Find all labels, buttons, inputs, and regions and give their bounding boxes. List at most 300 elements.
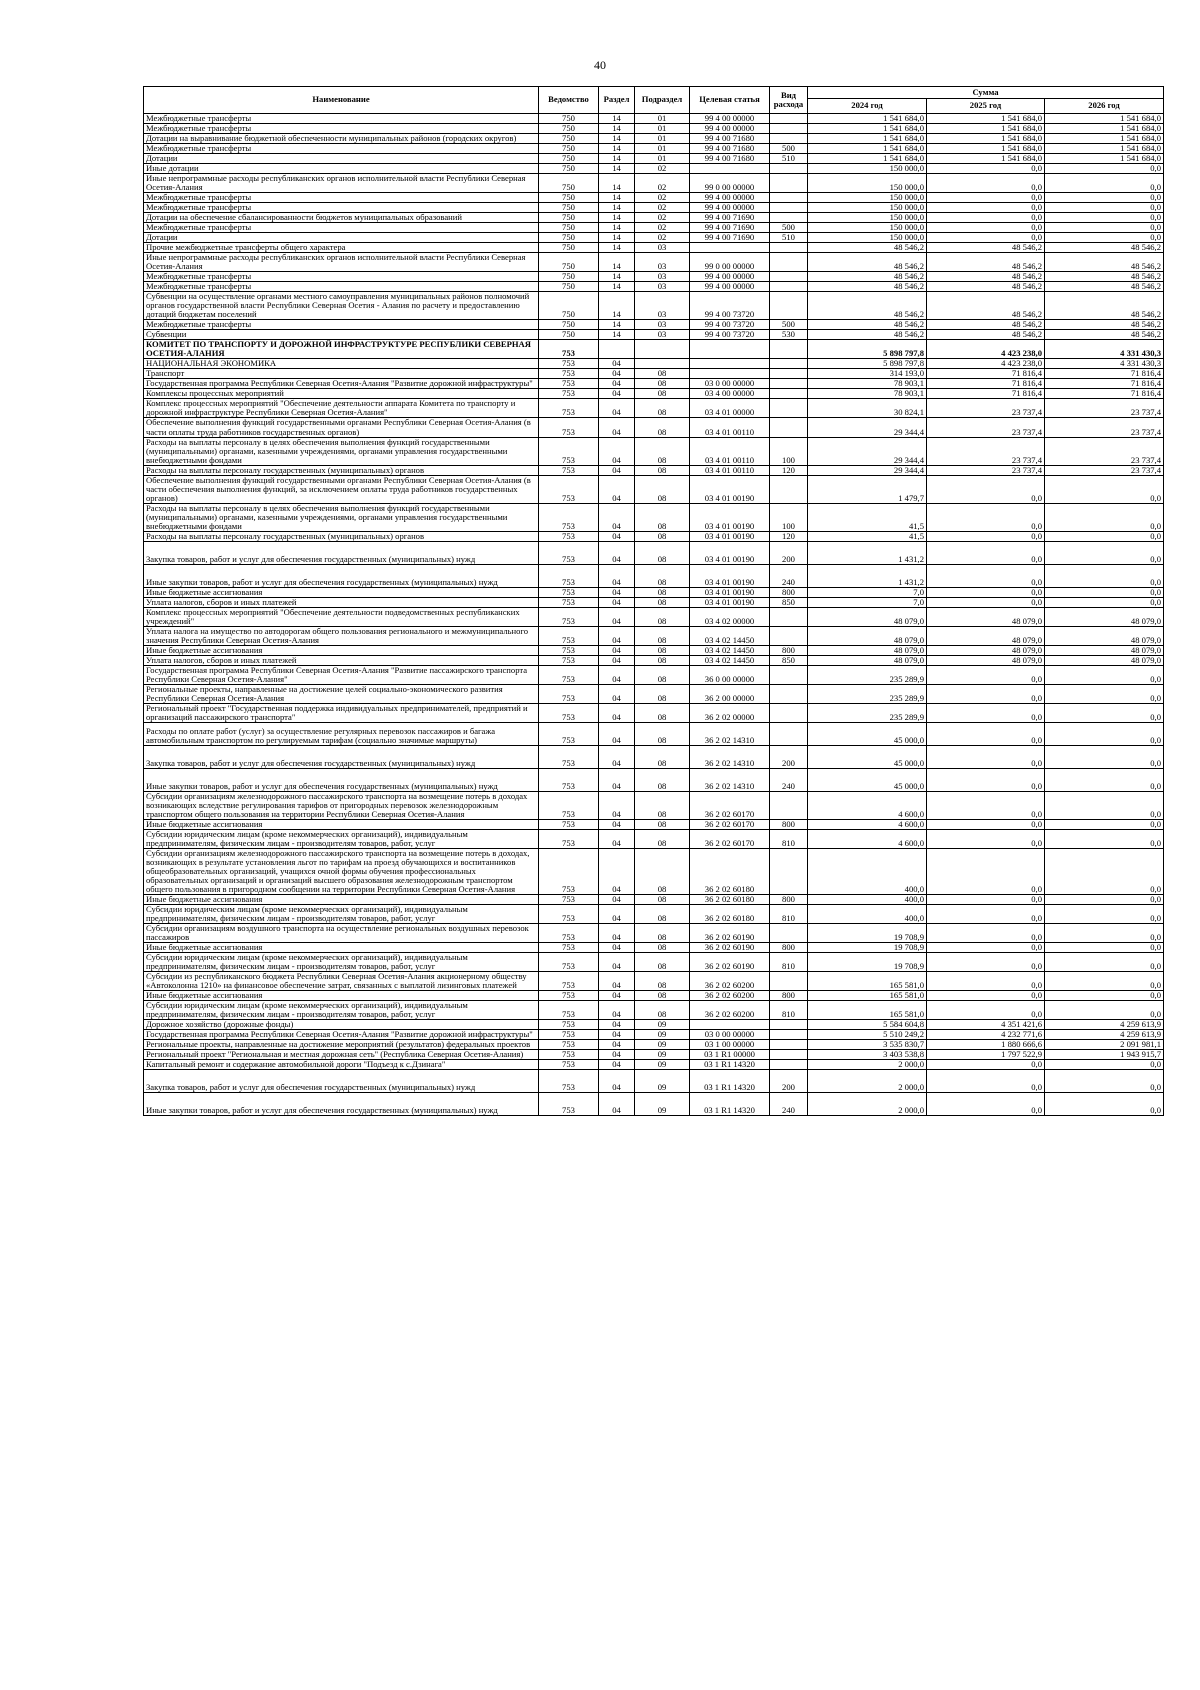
cell-exp-type: 510: [770, 154, 808, 164]
cell-dept: 753: [539, 359, 599, 369]
table-row: [144, 1001, 1164, 1020]
cell-exp-type: 800: [770, 943, 808, 953]
cell-section: 04: [599, 503, 635, 531]
cell-target: [690, 340, 770, 359]
table-row: [144, 1050, 1164, 1060]
cell-section: 04: [599, 791, 635, 819]
cell-target: 03 4 01 00190: [690, 475, 770, 503]
cell-target: 03 4 01 00110: [690, 437, 770, 465]
cell-name: Иные закупки товаров, работ и услуг для обеспечения государственных (муниципальных) нужд: [144, 564, 539, 587]
table-row: [144, 768, 1164, 791]
cell-2025: 0,0: [927, 829, 1045, 848]
cell-target: 03 1 R1 14320: [690, 1060, 770, 1070]
cell-dept: 753: [539, 972, 599, 991]
cell-target: 03 0 00 00000: [690, 1030, 770, 1040]
cell-subsection: 02: [635, 203, 690, 213]
cell-name: Субсидии организациям железнодорожного пассажирского транспорта на возмещение потерь в доходах, возникающих в результате установления льгот по тарифам на проезд обучающихся и воспитанников общеобразовательных организаций, учащихся очной формы обучения профессиональных образовательных организаций и организаций высшего образования железнодорожным транспортом общего пользования в пригородном сообщении на территории Республики Северная Осетия-Алания: [144, 849, 539, 895]
cell-target: 03 4 01 00190: [690, 587, 770, 597]
cell-2024: 48 546,2: [808, 292, 927, 320]
cell-target: 03 4 01 00190: [690, 564, 770, 587]
table-row: [144, 626, 1164, 645]
table-row: [144, 124, 1164, 134]
cell-dept: 753: [539, 722, 599, 745]
cell-2024: 400,0: [808, 905, 927, 924]
table-row: [144, 203, 1164, 213]
cell-name: Иные бюджетные ассигнования: [144, 819, 539, 829]
cell-section: 04: [599, 1070, 635, 1093]
table-row: [144, 253, 1164, 272]
header-sum: Сумма: [808, 87, 1164, 99]
cell-2026: 1 541 684,0: [1045, 114, 1164, 124]
cell-target: 36 0 00 00000: [690, 665, 770, 684]
cell-name: Субсидии организациям воздушного транспорта на осуществление региональных воздушных перевозок пассажиров: [144, 924, 539, 943]
cell-2025: 48 546,2: [927, 253, 1045, 272]
cell-2026: 0,0: [1045, 475, 1164, 503]
cell-section: 04: [599, 418, 635, 437]
table-row: [144, 791, 1164, 819]
cell-subsection: [635, 359, 690, 369]
cell-section: 04: [599, 1001, 635, 1020]
cell-dept: 750: [539, 193, 599, 203]
cell-subsection: 03: [635, 330, 690, 340]
table-row: [144, 819, 1164, 829]
cell-2026: 48 546,2: [1045, 272, 1164, 282]
table-row: [144, 389, 1164, 399]
cell-2024: 48 546,2: [808, 330, 927, 340]
cell-subsection: 08: [635, 399, 690, 418]
cell-dept: 753: [539, 768, 599, 791]
cell-subsection: 03: [635, 272, 690, 282]
cell-subsection: 09: [635, 1030, 690, 1040]
table-row: [144, 144, 1164, 154]
cell-section: 04: [599, 1020, 635, 1030]
cell-name: Иные бюджетные ассигнования: [144, 895, 539, 905]
cell-exp-type: 200: [770, 745, 808, 768]
cell-section: 14: [599, 193, 635, 203]
cell-section: 14: [599, 174, 635, 193]
cell-name: Межбюджетные трансферты: [144, 272, 539, 282]
cell-section: [599, 340, 635, 359]
cell-subsection: 09: [635, 1050, 690, 1060]
cell-target: 03 4 01 00190: [690, 541, 770, 564]
cell-subsection: 03: [635, 292, 690, 320]
cell-exp-type: [770, 213, 808, 223]
cell-dept: 753: [539, 437, 599, 465]
cell-dept: 750: [539, 253, 599, 272]
cell-2025: 0,0: [927, 953, 1045, 972]
cell-2025: 48 546,2: [927, 282, 1045, 292]
cell-section: 04: [599, 768, 635, 791]
cell-name: Транспорт: [144, 369, 539, 379]
cell-name: Региональные проекты, направленные на достижение мероприятий (результатов) федеральных проектов: [144, 1040, 539, 1050]
cell-2024: 19 708,9: [808, 943, 927, 953]
cell-2024: 1 431,2: [808, 564, 927, 587]
cell-section: 04: [599, 703, 635, 722]
cell-2026: 23 737,4: [1045, 437, 1164, 465]
cell-target: 99 4 00 71680: [690, 134, 770, 144]
cell-section: 04: [599, 475, 635, 503]
cell-2026: 71 816,4: [1045, 379, 1164, 389]
cell-target: 03 4 02 14450: [690, 655, 770, 665]
cell-2026: 0,0: [1045, 924, 1164, 943]
cell-target: 99 4 00 73720: [690, 320, 770, 330]
table-row: [144, 134, 1164, 144]
cell-target: 99 4 00 71690: [690, 213, 770, 223]
cell-2026: 0,0: [1045, 503, 1164, 531]
cell-section: 04: [599, 437, 635, 465]
cell-name: Иные непрограммные расходы республиканских органов исполнительной власти Республики Северная Осетия-Алания: [144, 253, 539, 272]
cell-dept: 753: [539, 531, 599, 541]
cell-name: Межбюджетные трансферты: [144, 320, 539, 330]
cell-section: 04: [599, 745, 635, 768]
table-row: [144, 924, 1164, 943]
cell-target: 99 4 00 00000: [690, 203, 770, 213]
cell-2025: 0,0: [927, 895, 1045, 905]
cell-2026: 0,0: [1045, 1093, 1164, 1116]
cell-section: 04: [599, 1093, 635, 1116]
cell-2024: 41,5: [808, 503, 927, 531]
cell-section: 14: [599, 233, 635, 243]
cell-subsection: 03: [635, 253, 690, 272]
cell-target: 03 0 00 00000: [690, 379, 770, 389]
cell-2024: 7,0: [808, 587, 927, 597]
cell-name: Дотации: [144, 233, 539, 243]
cell-2025: 1 541 684,0: [927, 154, 1045, 164]
cell-2025: 23 737,4: [927, 437, 1045, 465]
cell-exp-type: [770, 203, 808, 213]
cell-subsection: 01: [635, 114, 690, 124]
table-row: [144, 1060, 1164, 1070]
cell-section: 14: [599, 320, 635, 330]
cell-2026: 23 737,4: [1045, 399, 1164, 418]
cell-2025: 0,0: [927, 1060, 1045, 1070]
table-row: [144, 213, 1164, 223]
cell-2024: 150 000,0: [808, 164, 927, 174]
cell-2026: 1 541 684,0: [1045, 124, 1164, 134]
cell-section: 14: [599, 243, 635, 253]
cell-section: 04: [599, 1060, 635, 1070]
cell-section: 04: [599, 722, 635, 745]
cell-section: 04: [599, 895, 635, 905]
cell-section: 14: [599, 272, 635, 282]
cell-section: 04: [599, 607, 635, 626]
cell-target: 36 2 02 14310: [690, 745, 770, 768]
cell-subsection: 03: [635, 320, 690, 330]
cell-dept: 753: [539, 745, 599, 768]
cell-subsection: 09: [635, 1093, 690, 1116]
cell-2024: 48 546,2: [808, 243, 927, 253]
cell-2026: 48 546,2: [1045, 330, 1164, 340]
cell-subsection: 08: [635, 587, 690, 597]
cell-2026: 0,0: [1045, 943, 1164, 953]
cell-exp-type: 240: [770, 1093, 808, 1116]
cell-section: 04: [599, 369, 635, 379]
cell-target: 03 4 01 00190: [690, 503, 770, 531]
cell-section: 04: [599, 819, 635, 829]
cell-target: 99 4 00 00000: [690, 124, 770, 134]
cell-section: 04: [599, 626, 635, 645]
cell-name: Субсидии юридическим лицам (кроме некоммерческих организаций), индивидуальным предпринимателям, физическим лицам - производителям товаров, работ, услуг: [144, 1001, 539, 1020]
cell-subsection: 08: [635, 791, 690, 819]
cell-exp-type: 800: [770, 991, 808, 1001]
cell-subsection: 08: [635, 379, 690, 389]
cell-subsection: 02: [635, 193, 690, 203]
cell-2025: 0,0: [927, 475, 1045, 503]
table-row: [144, 531, 1164, 541]
cell-2026: 0,0: [1045, 791, 1164, 819]
cell-name: Региональный проект "Региональная и местная дорожная сеть" (Республика Северная Осетия-Алания): [144, 1050, 539, 1060]
table-row: [144, 953, 1164, 972]
cell-2024: 1 541 684,0: [808, 154, 927, 164]
cell-target: 36 2 02 60200: [690, 972, 770, 991]
cell-target: 99 0 00 00000: [690, 253, 770, 272]
cell-2026: 48 546,2: [1045, 253, 1164, 272]
cell-subsection: 03: [635, 282, 690, 292]
table-row: [144, 655, 1164, 665]
cell-dept: 750: [539, 144, 599, 154]
cell-name: Субсидии юридическим лицам (кроме некоммерческих организаций), индивидуальным предпринимателям, физическим лицам - производителям товаров, работ, услуг: [144, 953, 539, 972]
cell-2025: 0,0: [927, 564, 1045, 587]
header-section: Раздел: [599, 87, 635, 114]
cell-name: Иные бюджетные ассигнования: [144, 991, 539, 1001]
cell-2024: 4 600,0: [808, 819, 927, 829]
cell-dept: 750: [539, 203, 599, 213]
cell-2024: 150 000,0: [808, 223, 927, 233]
table-row: [144, 330, 1164, 340]
cell-2025: 0,0: [927, 991, 1045, 1001]
cell-2026: 0,0: [1045, 1070, 1164, 1093]
cell-dept: 753: [539, 703, 599, 722]
cell-name: Прочие межбюджетные трансферты общего характера: [144, 243, 539, 253]
table-row: [144, 607, 1164, 626]
table-row: [144, 991, 1164, 1001]
cell-dept: 753: [539, 340, 599, 359]
cell-exp-type: [770, 369, 808, 379]
cell-2025: 0,0: [927, 597, 1045, 607]
cell-2024: 48 079,0: [808, 645, 927, 655]
cell-subsection: 08: [635, 849, 690, 895]
cell-target: 99 4 00 00000: [690, 193, 770, 203]
cell-dept: 753: [539, 399, 599, 418]
budget-table: [143, 86, 1164, 1116]
header-name: Наименование: [144, 87, 539, 114]
cell-name: Дорожное хозяйство (дорожные фонды): [144, 1020, 539, 1030]
table-row: [144, 243, 1164, 253]
cell-2025: 0,0: [927, 905, 1045, 924]
cell-section: 04: [599, 924, 635, 943]
cell-dept: 753: [539, 369, 599, 379]
cell-name: Расходы на выплаты персоналу в целях обеспечения выполнения функций государственными (муниципальными) органами, казенными учреждениями, органами управления государственными внебюджетными фондами: [144, 437, 539, 465]
cell-2026: 0,0: [1045, 703, 1164, 722]
cell-target: 03 4 01 00190: [690, 597, 770, 607]
cell-dept: 750: [539, 213, 599, 223]
cell-target: 03 4 01 00190: [690, 531, 770, 541]
cell-2026: 0,0: [1045, 972, 1164, 991]
cell-2026: 0,0: [1045, 203, 1164, 213]
table-row: [144, 320, 1164, 330]
cell-name: Субсидии из республиканского бюджета Республики Северная Осетия-Алания акционерному обществу «Автоколонна 1210» на финансовое обеспечение затрат, связанных с выплатой лизинговых платежей: [144, 972, 539, 991]
table-row: [144, 541, 1164, 564]
cell-2024: 45 000,0: [808, 768, 927, 791]
cell-2025: 0,0: [927, 819, 1045, 829]
cell-dept: 750: [539, 292, 599, 320]
cell-name: Иные закупки товаров, работ и услуг для обеспечения государственных (муниципальных) нужд: [144, 1093, 539, 1116]
cell-target: 99 4 00 73720: [690, 292, 770, 320]
cell-exp-type: 200: [770, 541, 808, 564]
cell-dept: 753: [539, 895, 599, 905]
cell-2026: 48 079,0: [1045, 626, 1164, 645]
cell-target: 99 4 00 71680: [690, 154, 770, 164]
cell-dept: 753: [539, 991, 599, 1001]
cell-exp-type: 500: [770, 320, 808, 330]
table-row: [144, 233, 1164, 243]
cell-dept: 753: [539, 607, 599, 626]
cell-2025: 0,0: [927, 684, 1045, 703]
cell-target: 99 4 00 71680: [690, 144, 770, 154]
cell-subsection: 08: [635, 503, 690, 531]
cell-exp-type: 200: [770, 1070, 808, 1093]
table-row: [144, 665, 1164, 684]
cell-2024: 29 344,4: [808, 437, 927, 465]
cell-target: 36 2 00 00000: [690, 684, 770, 703]
cell-dept: 753: [539, 1030, 599, 1040]
cell-subsection: 08: [635, 541, 690, 564]
cell-dept: 750: [539, 154, 599, 164]
cell-section: 14: [599, 164, 635, 174]
cell-name: Расходы по оплате работ (услуг) за осуществление регулярных перевозок пассажиров и багажа автомобильным транспортом по регулируемым тарифам (социально значимые маршруты): [144, 722, 539, 745]
cell-2024: 314 193,0: [808, 369, 927, 379]
cell-2026: 0,0: [1045, 1001, 1164, 1020]
cell-2024: 2 000,0: [808, 1060, 927, 1070]
cell-2025: 0,0: [927, 503, 1045, 531]
cell-exp-type: [770, 849, 808, 895]
cell-name: Закупка товаров, работ и услуг для обеспечения государственных (муниципальных) нужд: [144, 745, 539, 768]
cell-dept: 753: [539, 541, 599, 564]
header-target: Целевая статья: [690, 87, 770, 114]
cell-section: 14: [599, 144, 635, 154]
cell-2024: 48 546,2: [808, 272, 927, 282]
cell-dept: 753: [539, 684, 599, 703]
cell-2026: 0,0: [1045, 174, 1164, 193]
cell-2024: 150 000,0: [808, 233, 927, 243]
cell-2026: 0,0: [1045, 193, 1164, 203]
cell-2026: 0,0: [1045, 745, 1164, 768]
cell-name: Региональные проекты, направленные на достижение целей социально-экономического развития Республики Северная Осетия-Алания: [144, 684, 539, 703]
cell-2024: 5 584 604,8: [808, 1020, 927, 1030]
cell-target: 03 1 R1 00000: [690, 1050, 770, 1060]
cell-2026: 48 079,0: [1045, 645, 1164, 655]
cell-2024: 150 000,0: [808, 203, 927, 213]
cell-2024: 165 581,0: [808, 991, 927, 1001]
cell-2024: 3 403 538,8: [808, 1050, 927, 1060]
table-row: [144, 282, 1164, 292]
cell-dept: 753: [539, 943, 599, 953]
cell-dept: 753: [539, 655, 599, 665]
cell-2025: 48 079,0: [927, 626, 1045, 645]
cell-exp-type: 500: [770, 223, 808, 233]
cell-2026: 0,0: [1045, 541, 1164, 564]
cell-2026: 4 331 430,3: [1045, 340, 1164, 359]
table-row: [144, 1020, 1164, 1030]
cell-target: 36 2 02 60200: [690, 991, 770, 1001]
cell-subsection: 08: [635, 972, 690, 991]
table-row: [144, 437, 1164, 465]
cell-2024: 165 581,0: [808, 972, 927, 991]
cell-2024: 41,5: [808, 531, 927, 541]
cell-target: 03 1 00 00000: [690, 1040, 770, 1050]
cell-name: Государственная программа Республики Северная Осетия-Алания "Развитие дорожной инфраструктуры": [144, 1030, 539, 1040]
cell-2025: 48 546,2: [927, 292, 1045, 320]
cell-2024: 48 546,2: [808, 253, 927, 272]
cell-subsection: 08: [635, 684, 690, 703]
cell-2024: 48 546,2: [808, 320, 927, 330]
cell-name: Субвенции: [144, 330, 539, 340]
cell-2025: 1 541 684,0: [927, 144, 1045, 154]
cell-dept: 753: [539, 465, 599, 475]
cell-name: Уплата налогов, сборов и иных платежей: [144, 597, 539, 607]
cell-target: [690, 1020, 770, 1030]
cell-dept: 753: [539, 645, 599, 655]
table-row: [144, 164, 1164, 174]
cell-2026: 0,0: [1045, 223, 1164, 233]
cell-dept: 753: [539, 379, 599, 389]
cell-2026: 48 079,0: [1045, 607, 1164, 626]
table-row: [144, 340, 1164, 359]
cell-exp-type: [770, 722, 808, 745]
cell-section: 04: [599, 541, 635, 564]
cell-2026: 0,0: [1045, 564, 1164, 587]
cell-target: 99 4 00 00000: [690, 272, 770, 282]
cell-exp-type: [770, 1020, 808, 1030]
cell-dept: 753: [539, 791, 599, 819]
cell-target: 03 4 01 00000: [690, 399, 770, 418]
cell-2025: 0,0: [927, 745, 1045, 768]
cell-2025: 4 351 421,6: [927, 1020, 1045, 1030]
cell-2025: 0,0: [927, 972, 1045, 991]
cell-dept: 750: [539, 330, 599, 340]
cell-target: 36 2 02 60180: [690, 895, 770, 905]
cell-name: Обеспечение выполнения функций государственными органами Республики Северная Осетия-Алания (в части оплаты труда работников государственных органов): [144, 418, 539, 437]
cell-2025: 48 546,2: [927, 243, 1045, 253]
cell-exp-type: [770, 1040, 808, 1050]
cell-subsection: [635, 340, 690, 359]
cell-exp-type: 100: [770, 503, 808, 531]
cell-subsection: 08: [635, 703, 690, 722]
cell-subsection: 08: [635, 564, 690, 587]
cell-section: 14: [599, 330, 635, 340]
cell-2026: 0,0: [1045, 905, 1164, 924]
cell-2024: 45 000,0: [808, 745, 927, 768]
cell-2025: 0,0: [927, 193, 1045, 203]
cell-section: 14: [599, 203, 635, 213]
cell-exp-type: 530: [770, 330, 808, 340]
cell-2024: 5 898 797,8: [808, 359, 927, 369]
cell-2026: 0,0: [1045, 665, 1164, 684]
cell-dept: 753: [539, 1040, 599, 1050]
cell-2024: 19 708,9: [808, 924, 927, 943]
table-row: [144, 1093, 1164, 1116]
cell-subsection: 08: [635, 745, 690, 768]
cell-2025: 23 737,4: [927, 418, 1045, 437]
cell-subsection: 08: [635, 819, 690, 829]
cell-2024: 45 000,0: [808, 722, 927, 745]
cell-subsection: 01: [635, 124, 690, 134]
table-row: [144, 114, 1164, 124]
cell-2025: 71 816,4: [927, 389, 1045, 399]
cell-dept: 753: [539, 924, 599, 943]
cell-name: Субсидии юридическим лицам (кроме некоммерческих организаций), индивидуальным предпринимателям, физическим лицам - производителям товаров, работ, услуг: [144, 905, 539, 924]
cell-target: 03 4 02 00000: [690, 607, 770, 626]
